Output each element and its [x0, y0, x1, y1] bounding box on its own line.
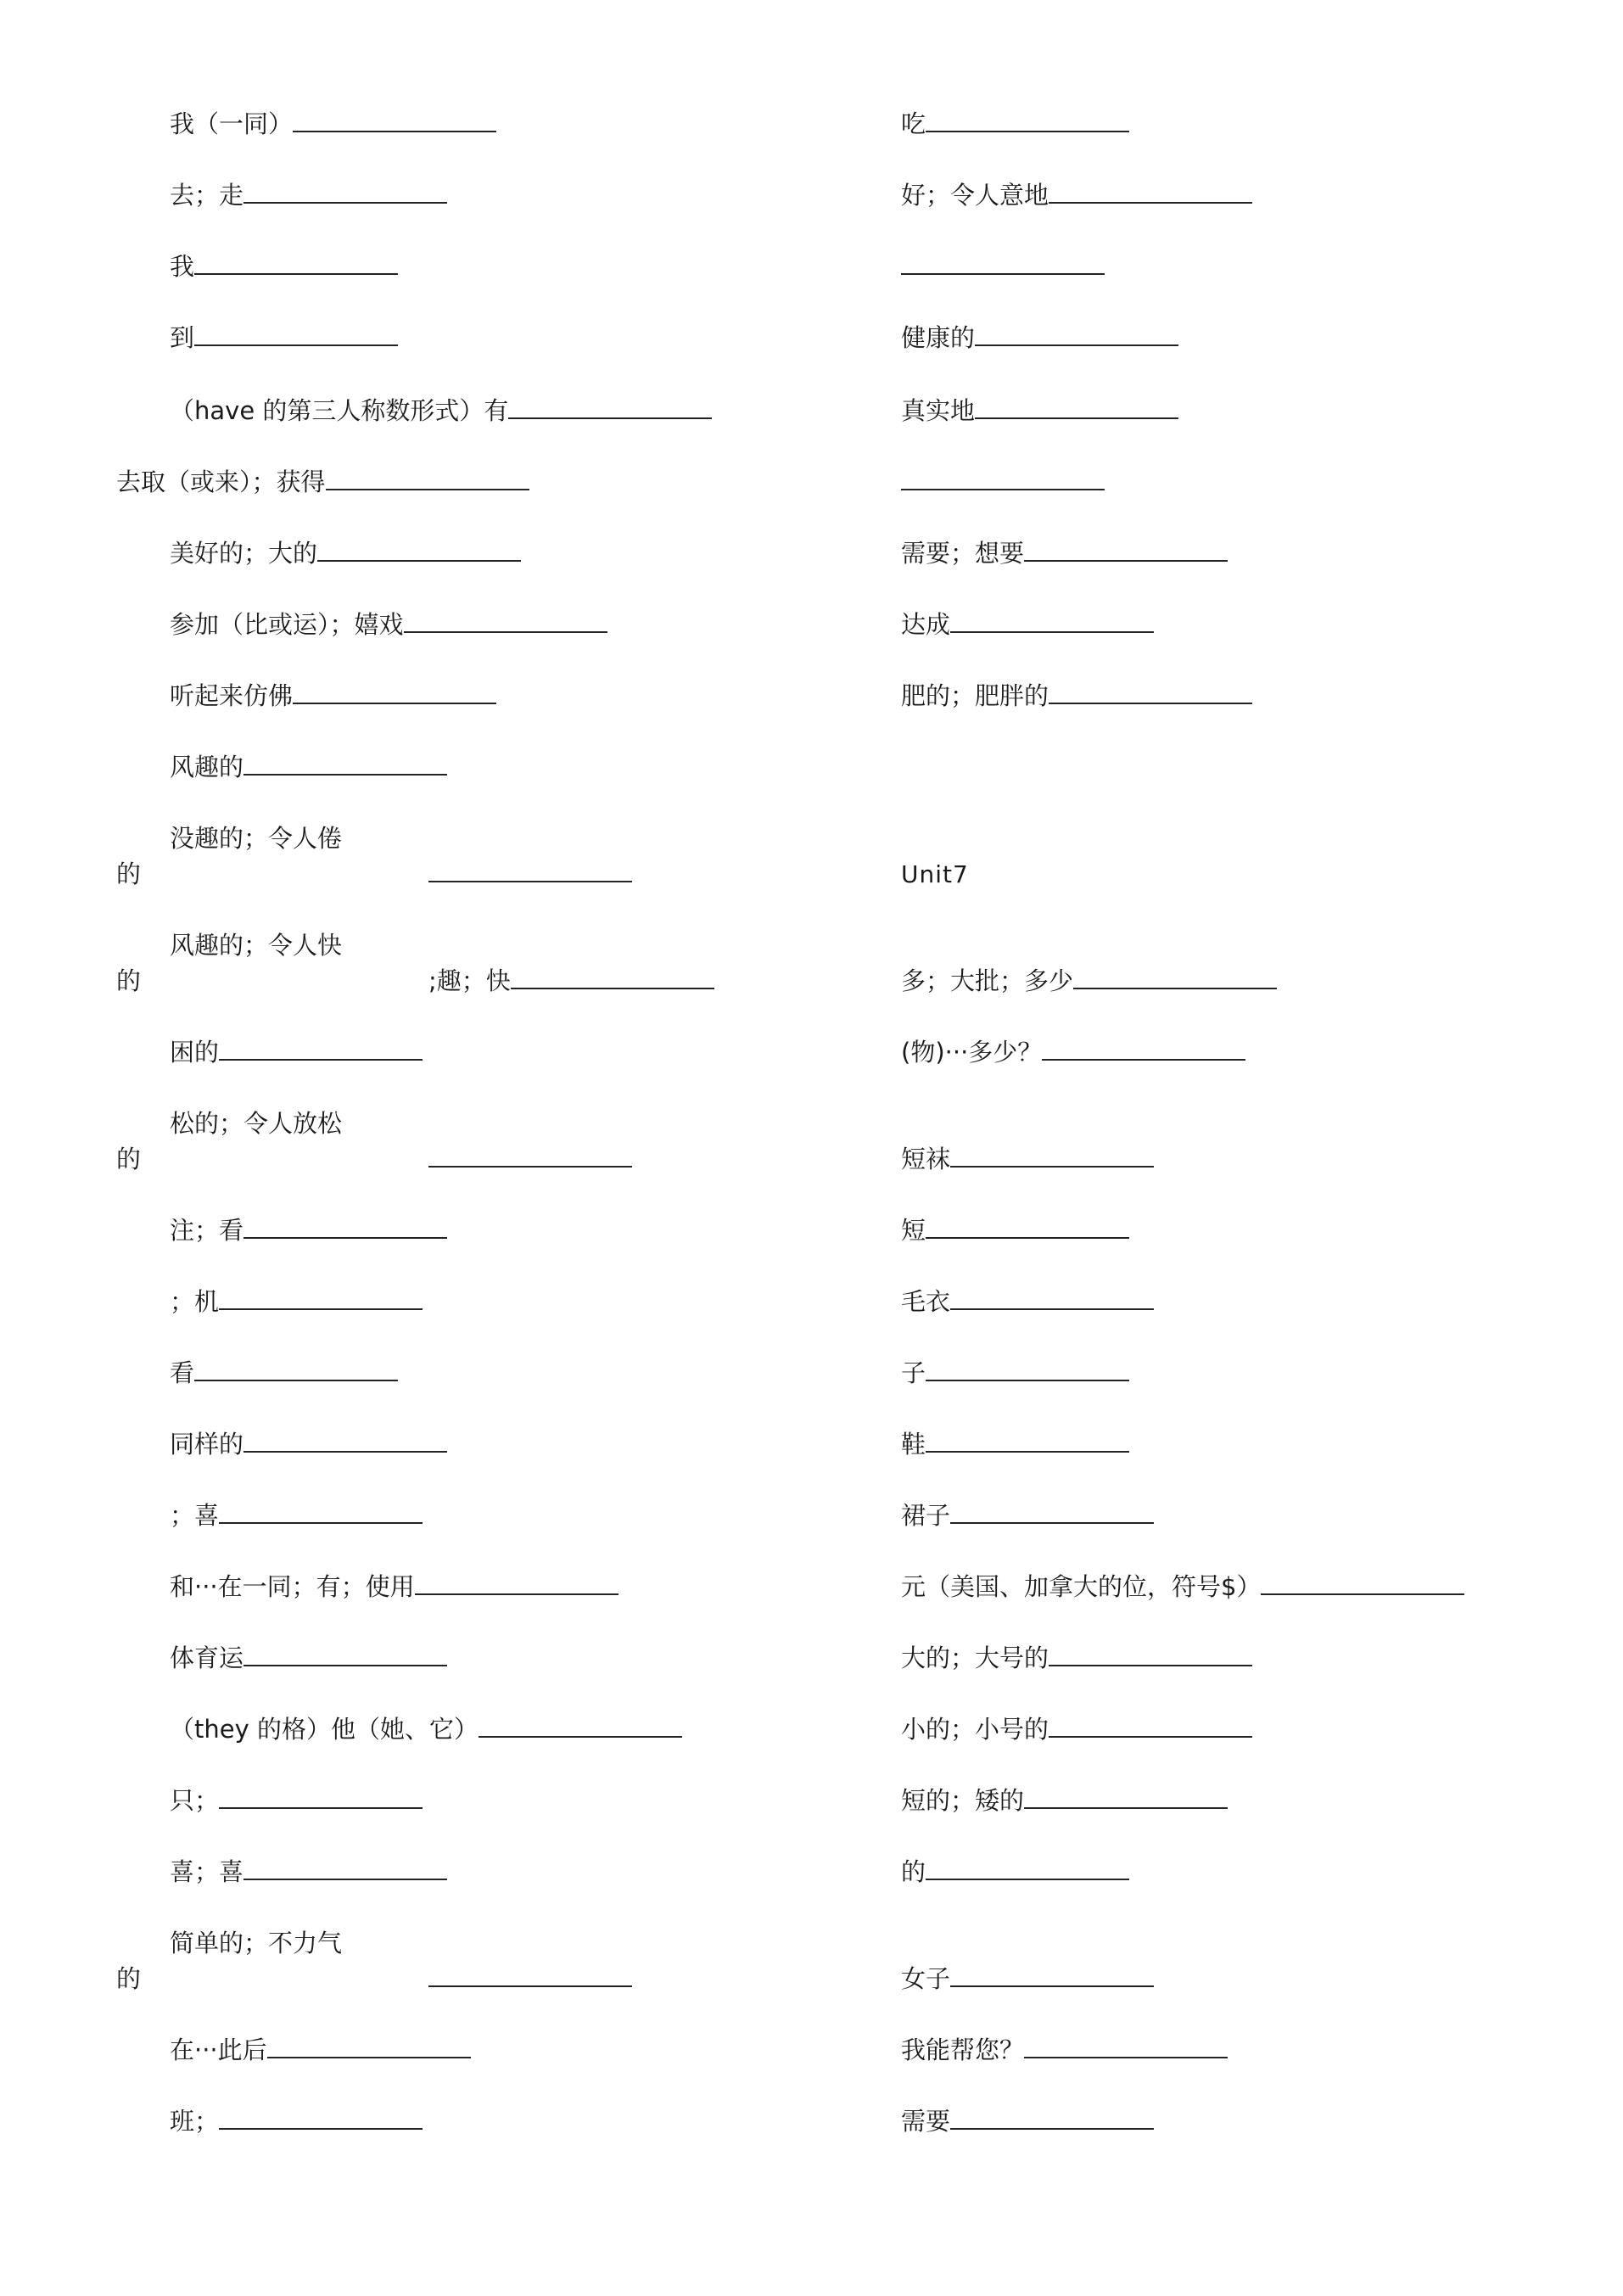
vocab-meaning: 我 [170, 252, 195, 281]
answer-blank[interactable] [293, 680, 496, 704]
answer-blank[interactable] [1261, 1571, 1464, 1595]
answer-blank[interactable] [219, 1037, 423, 1061]
vocab-meaning: 需要；想要 [901, 539, 1025, 568]
answer-blank[interactable] [1073, 966, 1277, 989]
vocab-line [116, 467, 529, 497]
vocab-line [428, 966, 714, 996]
vocab-meaning: 没趣的；令人倦 [170, 824, 343, 853]
answer-blank[interactable] [243, 752, 447, 776]
answer-blank[interactable] [194, 322, 398, 346]
vocab-line [428, 1963, 632, 1994]
answer-blank[interactable] [926, 1429, 1129, 1453]
vocab-meaning: 风趣的 [170, 753, 244, 781]
answer-blank[interactable] [404, 609, 607, 633]
answer-blank[interactable] [950, 1500, 1154, 1524]
answer-blank[interactable] [243, 1856, 447, 1880]
vocab-line [170, 1785, 423, 1816]
vocab-line [901, 1144, 1154, 1174]
answer-blank[interactable] [293, 109, 496, 132]
answer-blank[interactable] [194, 1358, 398, 1381]
answer-blank[interactable] [511, 966, 714, 989]
vocab-line [901, 2035, 1228, 2065]
vocab-meaning: 真实地 [901, 396, 976, 425]
vocab-line [116, 966, 141, 996]
answer-blank[interactable] [428, 859, 632, 882]
vocab-meaning: 美好的；大的 [170, 539, 318, 568]
vocab-meaning: 我能帮您？ [901, 2036, 1025, 2064]
answer-blank[interactable] [950, 2106, 1154, 2130]
vocab-meaning: 只； [170, 1786, 220, 1815]
answer-blank[interactable] [428, 1144, 632, 1168]
answer-blank[interactable] [317, 538, 521, 562]
vocab-line [901, 1571, 1464, 1602]
answer-blank[interactable] [219, 1785, 423, 1809]
vocab-meaning: 吃 [901, 109, 926, 138]
vocab-line [116, 1144, 141, 1174]
vocab-line [901, 322, 1178, 353]
vocab-line [170, 609, 607, 640]
vocab-line [170, 322, 398, 353]
vocab-meaning: 好；令人意地 [901, 181, 1049, 210]
answer-blank[interactable] [243, 1643, 447, 1666]
answer-blank[interactable] [975, 395, 1178, 419]
vocab-meaning: 的 [116, 1145, 142, 1173]
answer-blank[interactable] [950, 1963, 1154, 1987]
answer-blank[interactable] [428, 1963, 632, 1987]
vocab-line [170, 1928, 342, 1958]
vocab-line [170, 930, 342, 960]
vocab-line [428, 859, 632, 889]
vocab-meaning: 短的；矮的 [901, 1786, 1025, 1815]
vocab-meaning: 到 [170, 323, 195, 352]
vocab-line [170, 1643, 447, 1673]
vocab-line [428, 1144, 632, 1174]
vocab-meaning: 困的 [170, 1038, 220, 1067]
vocab-meaning: 注；看 [170, 1216, 244, 1245]
vocab-meaning: （they 的格）他（她、它） [170, 1715, 479, 1744]
vocab-line [901, 1215, 1129, 1246]
vocab-line [901, 109, 1129, 139]
answer-blank[interactable] [1024, 1785, 1228, 1809]
vocab-meaning: 同样的 [170, 1430, 244, 1459]
vocab-meaning: 的 [116, 860, 142, 888]
vocab-meaning: 班； [170, 2107, 220, 2136]
vocab-line [901, 467, 1105, 497]
vocab-line [170, 1429, 447, 1459]
vocab-meaning: 松的；令人放松 [170, 1109, 343, 1138]
vocab-meaning: 短 [901, 1216, 926, 1245]
answer-blank[interactable] [219, 2106, 423, 2130]
vocab-line [901, 1429, 1129, 1459]
answer-blank[interactable] [1049, 1714, 1252, 1738]
vocab-line [170, 1215, 447, 1246]
vocab-line [901, 251, 1105, 282]
vocab-meaning: 去取（或来）；获得 [116, 468, 326, 496]
unit-heading [901, 859, 969, 890]
vocab-meaning: 和···在一同；有；使用 [170, 1572, 415, 1601]
answer-blank[interactable] [194, 251, 398, 275]
vocab-line [170, 1856, 447, 1887]
answer-blank[interactable] [1024, 538, 1228, 562]
vocab-meaning: 喜；喜 [170, 1857, 244, 1886]
vocab-line [901, 1358, 1129, 1388]
vocab-line [170, 538, 521, 568]
vocab-line [170, 1571, 618, 1602]
vocab-meaning: ；喜 [170, 1501, 220, 1530]
vocab-meaning: 毛衣 [901, 1287, 951, 1316]
answer-blank[interactable] [926, 109, 1129, 132]
vocab-line [901, 538, 1228, 568]
answer-blank[interactable] [479, 1714, 682, 1738]
vocab-line [170, 251, 398, 282]
unit-title: Unit7 [901, 860, 969, 888]
answer-blank[interactable] [1049, 1643, 1252, 1666]
answer-blank[interactable] [1042, 1037, 1245, 1061]
vocab-meaning: 需要 [901, 2107, 951, 2136]
answer-blank[interactable] [508, 395, 712, 419]
vocab-meaning: 小的；小号的 [901, 1715, 1049, 1744]
answer-blank[interactable] [326, 467, 529, 490]
answer-blank[interactable] [901, 467, 1105, 490]
vocab-line [901, 1714, 1252, 1744]
vocab-line [901, 1500, 1154, 1531]
answer-blank[interactable] [1049, 680, 1252, 704]
vocab-meaning: 参加（比或运）；嬉戏 [170, 610, 404, 639]
vocab-meaning: 短袜 [901, 1145, 951, 1173]
vocab-meaning: ;趣；快 [428, 966, 511, 995]
vocab-line [170, 1714, 682, 1744]
vocab-line [901, 1856, 1129, 1887]
vocab-meaning: ；机 [170, 1287, 220, 1316]
vocab-line [170, 680, 496, 711]
answer-blank[interactable] [267, 2035, 471, 2058]
vocab-line [901, 1785, 1228, 1816]
vocab-meaning: 看 [170, 1358, 195, 1387]
answer-blank[interactable] [415, 1571, 618, 1595]
vocab-line [170, 109, 496, 139]
vocab-meaning: 简单的；不力气 [170, 1929, 343, 1957]
vocab-meaning: 健康的 [901, 323, 976, 352]
vocab-meaning: 达成 [901, 610, 951, 639]
answer-blank[interactable] [1049, 180, 1252, 204]
vocab-meaning: 裙子 [901, 1501, 951, 1530]
answer-blank[interactable] [901, 251, 1105, 275]
vocab-meaning: 体育运 [170, 1644, 244, 1672]
vocab-meaning: 元（美国、加拿大的位，符号$） [901, 1572, 1262, 1601]
answer-blank[interactable] [926, 1856, 1129, 1880]
vocab-line [170, 1108, 342, 1139]
vocab-meaning: 在···此后 [170, 2036, 267, 2064]
vocab-line [170, 1037, 423, 1067]
vocab-line [901, 966, 1277, 996]
vocab-line [170, 823, 342, 854]
vocab-line [170, 1358, 398, 1388]
answer-blank[interactable] [975, 322, 1178, 346]
vocab-meaning: 多；大批；多少 [901, 966, 1074, 995]
vocab-line [170, 1286, 423, 1317]
vocab-line [901, 1286, 1154, 1317]
vocab-meaning: 大的；大号的 [901, 1644, 1049, 1672]
vocab-line [901, 1037, 1245, 1067]
vocab-meaning: 女子 [901, 1964, 951, 1993]
vocab-meaning: （have 的第三人称数形式）有 [170, 396, 509, 425]
vocab-line [901, 180, 1252, 210]
answer-blank[interactable] [950, 1144, 1154, 1168]
answer-blank[interactable] [926, 1358, 1129, 1381]
vocab-line [116, 1963, 141, 1994]
answer-blank[interactable] [950, 1286, 1154, 1310]
vocab-meaning: 风趣的；令人快 [170, 931, 343, 960]
vocab-meaning: (物)···多少？ [901, 1038, 1043, 1067]
vocab-line [170, 752, 447, 782]
vocab-meaning: 听起来仿佛 [170, 681, 294, 710]
vocab-line [170, 2106, 423, 2136]
vocab-line [170, 180, 447, 210]
vocab-meaning: 鞋 [901, 1430, 926, 1459]
answer-blank[interactable] [926, 1215, 1129, 1239]
vocab-line [901, 395, 1178, 426]
vocab-meaning: 肥的；肥胖的 [901, 681, 1049, 710]
vocab-meaning: 的 [116, 966, 142, 995]
answer-blank[interactable] [1024, 2035, 1228, 2058]
vocab-line [170, 1500, 423, 1531]
vocab-meaning: 的 [901, 1857, 926, 1886]
vocab-line [170, 395, 712, 426]
answer-blank[interactable] [950, 609, 1154, 633]
answer-blank[interactable] [243, 1429, 447, 1453]
vocab-meaning: 的 [116, 1964, 142, 1993]
vocab-line [901, 2106, 1154, 2136]
answer-blank[interactable] [243, 1215, 447, 1239]
vocab-meaning: 子 [901, 1358, 926, 1387]
answer-blank[interactable] [243, 180, 447, 204]
vocab-line [901, 609, 1154, 640]
vocab-line [901, 1643, 1252, 1673]
vocab-line [901, 1963, 1154, 1994]
vocab-meaning: 去；走 [170, 181, 244, 210]
vocab-line [901, 680, 1252, 711]
vocab-meaning: 我（一同） [170, 109, 294, 138]
answer-blank[interactable] [219, 1286, 423, 1310]
vocab-line [116, 859, 141, 889]
answer-blank[interactable] [219, 1500, 423, 1524]
vocab-line [170, 2035, 471, 2065]
